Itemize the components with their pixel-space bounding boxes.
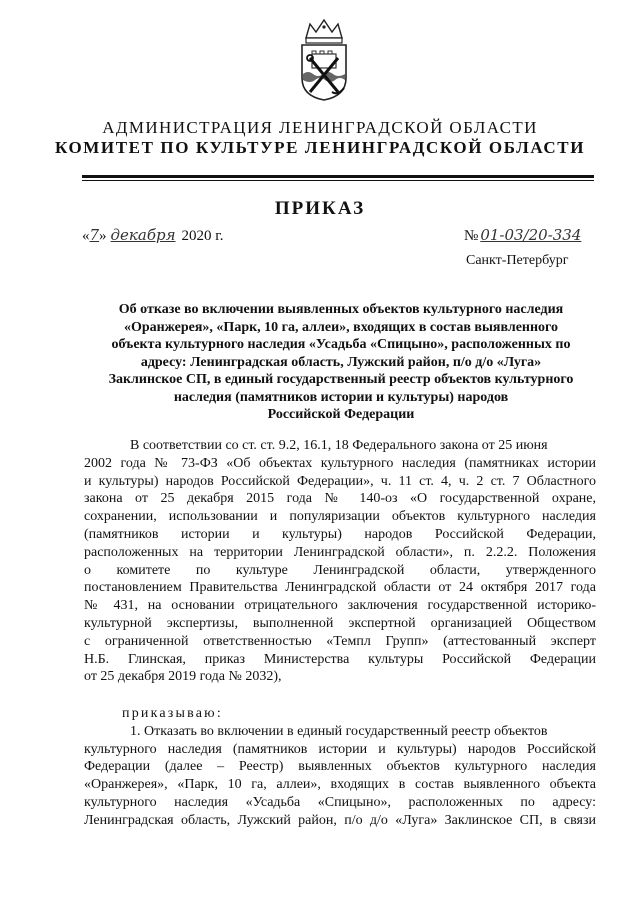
paragraph-line: сохранении, использовании и популяризации объектов культурного наследия — [84, 509, 596, 525]
paragraph-line: культурного наследия «Усадьба «Спицыно», расположенных по адресу: — [84, 794, 596, 810]
paragraph-line: с ограниченной ответственностью «Темпл Групп» (аттестованный эксперт — [84, 633, 596, 649]
paragraph-line: расположенных на территории Ленинградской области», п. 2.2.2. Положения — [84, 544, 596, 560]
date-quote-close: » — [99, 228, 107, 244]
order-word: приказываю: — [122, 706, 223, 721]
header-divider-thin — [82, 180, 594, 181]
paragraph-line: «Оранжерея», «Парк, 10 га, аллеи», входящих в состав выявленного объекта — [84, 777, 596, 793]
subject-line: Российской Федерации — [267, 407, 415, 422]
document-number — [464, 226, 581, 245]
subject-line: Об отказе во включении выявленных объектов культурного наследия — [118, 302, 564, 317]
operative-section — [84, 705, 596, 830]
paragraph-line: Н.Б. Глинская, приказ Министерства культуры Российской Федерации — [84, 651, 596, 667]
header-divider — [82, 175, 594, 178]
paragraph-line: закона от 25 декабря 2015 года № 140-оз «О государственной охране, — [84, 491, 596, 507]
paragraph-line: № 431, на основании отрицательного заключения государственной историко- — [84, 598, 596, 614]
date-day: 7 — [89, 226, 100, 244]
document-title: ПРИКАЗ — [274, 198, 366, 219]
number-value: 01-03/20-334 — [480, 226, 582, 244]
order-subject — [90, 301, 592, 424]
paragraph-line: и культуры) народов Российской Федерации», ч. 11 ст. 4, ч. 2 ст. 7 Областного — [84, 473, 596, 489]
subject-line: «Оранжерея», «Парк, 10 га, аллеи», входящих в состав выявленного — [123, 319, 559, 335]
paragraph-line: от 25 декабря 2019 года № 2032), — [84, 669, 282, 685]
org-name-committee: КОМИТЕТ ПО КУЛЬТУРЕ ЛЕНИНГРАДСКОЙ ОБЛАСТИ — [54, 138, 586, 157]
paragraph-line: культурного наследия (памятников истории и культуры) народов Российской — [84, 741, 596, 757]
paragraph-line: постановлением Правительства Ленинградской области от 24 октября 2017 года — [84, 580, 596, 596]
date-quote-open: « — [82, 228, 90, 244]
subject-line: Заклинское СП, в единый государственный реестр объектов культурного — [108, 372, 574, 387]
preamble-paragraph — [84, 437, 596, 686]
document-date — [82, 226, 224, 245]
paragraph-line: Ленинградская область, Лужский район, п/о д/о «Луга» Заклинское СП, в связи — [84, 812, 596, 828]
paragraph-line: (памятников истории и культуры) народов Российской Федерации, — [84, 526, 596, 542]
paragraph-line: 2002 года № 73-ФЗ «Об объектах культурного наследия (памятниках истории — [84, 455, 596, 471]
subject-line: объекта культурного наследия «Усадьба «Спицыно», расположенных по — [111, 337, 571, 352]
subject-line: наследия (памятников истории и культуры) народов — [173, 389, 509, 405]
paragraph-line: В соответствии со ст. ст. 9.2, 16.1, 18 Федерального закона от 25 июня — [130, 438, 548, 453]
paragraph-line: о комитете по культуре Ленинградской области, утвержденного — [84, 562, 596, 578]
document-place: Санкт-Петербург — [466, 253, 569, 268]
paragraph-line: 1. Отказать во включении в единый государственный реестр объектов — [130, 723, 548, 739]
paragraph-line: культурной экспертизы, выполненной экспертной организацией Обществом — [84, 615, 596, 631]
org-name-administration: АДМИНИСТРАЦИЯ ЛЕНИНГРАДСКОЙ ОБЛАСТИ — [102, 118, 538, 137]
leningrad-oblast-coat-of-arms-icon — [296, 18, 352, 102]
subject-line: адресу: Ленинградская область, Лужский район, п/о д/о «Луга» — [140, 354, 542, 370]
date-month: декабря — [110, 226, 176, 244]
paragraph-line: Федерации (далее – Реестр) выявленных объектов культурного наследия — [84, 759, 596, 775]
date-year: 2020 г. — [181, 228, 224, 244]
number-prefix: № — [464, 228, 479, 244]
